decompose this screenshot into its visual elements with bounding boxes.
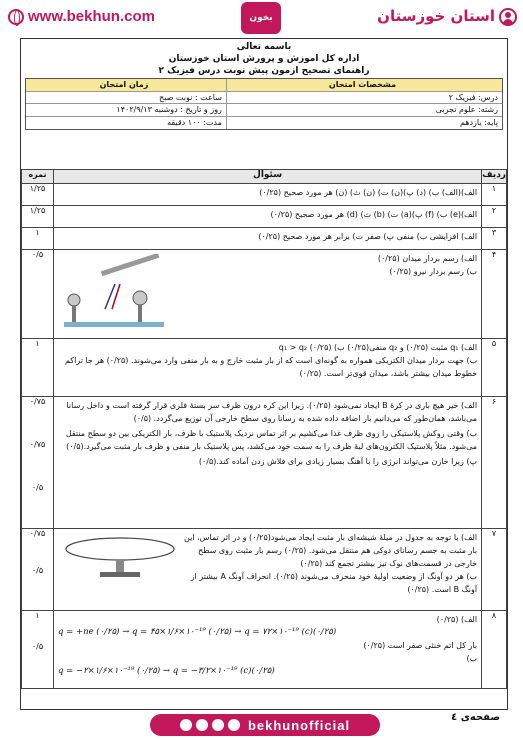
row-score: ۱ — [22, 339, 54, 397]
table-row — [22, 184, 507, 206]
sphere-a — [68, 294, 80, 306]
row-score: ۱ — [22, 228, 54, 250]
row-score: ۱/۲۵ — [22, 184, 54, 206]
youtube-icon[interactable] — [196, 719, 208, 731]
table-row — [22, 206, 507, 228]
table-row — [22, 339, 507, 397]
answer-cell — [54, 611, 482, 689]
info-time: ساعت : نوبت صبح — [159, 92, 222, 102]
row-score: ۰/۵ — [22, 250, 54, 339]
site-url-text[interactable]: www.bekhun.com — [28, 8, 155, 25]
field-force-figure — [60, 254, 170, 334]
header-line-1: باسمه تعالی — [236, 42, 292, 52]
header-line-2: اداره کل اموزش و پرورش استان خوزستان — [168, 54, 360, 64]
answer-c: پ) زیرا خازن می‌تواند انرژی را با آهنگ بسیار زیادی برای فلاش زدن آماده کند.(۰/۵) — [198, 457, 478, 466]
answer-b: ب) جهت بردار میدان الکتریکی همواره به گونه‌ای است که از بار مثبت خارج و به بار منفی وارد می‌شوند. (۰/۲۵) هر جا تراکم خطوط میدان بیشتر باشد، میدان قوی‌تر است. (۰/۲۵) — [64, 356, 478, 378]
table-row — [22, 250, 507, 339]
answer-a: الف) خیر هیچ باری در کرهٔ B ایجاد نمی‌شود (۰/۲۵). زیرا این کره درون ظرف سر بستهٔ فلزی قرار گرفته است و داخل رسانا می‌باشد، همان‌طور که می‌دانیم بار اضافه داده شده به رسانا روی سطح خارجی آن توزیع می‌گردد. (۰/۵) — [66, 401, 478, 423]
site-url[interactable] — [8, 8, 155, 25]
row-score: ۰/۵ — [31, 566, 44, 575]
table-header-row — [22, 170, 507, 184]
telegram-icon[interactable] — [212, 719, 224, 731]
answer-a: الف) رسم بردار میدان (۰/۲۵) — [377, 254, 478, 263]
stand-a — [72, 306, 76, 324]
top-banner — [0, 0, 523, 34]
row-num: ۵ — [482, 339, 507, 397]
row-score-cell — [22, 529, 54, 611]
conductor-stand — [116, 560, 124, 572]
aparat-icon[interactable] — [228, 719, 240, 731]
row-num: ۶ — [482, 397, 507, 529]
row-score-cell — [22, 397, 54, 529]
col-question-header: سئوال — [54, 170, 482, 184]
answer-cell — [54, 397, 482, 529]
base-plate — [64, 322, 164, 327]
answer-a: الف) با توجه به جدول در میلهٔ شیشه‌ای بار مثبت ایجاد می‌شود(۰/۲۵) و در اثر تماس، این بار مثبت به جسم رسانای دوکی هم منتقل می‌شود. (۰/۲۵) رسم بار مثبت روی سطح خارجی در قسمت‌های نوک تیز بیشتر تجمع کند (۰/۲۵) — [184, 533, 478, 568]
exam-info-table — [25, 78, 503, 130]
info-grade: پایه: یازدهم — [226, 117, 502, 130]
conductor-figure — [60, 533, 180, 581]
page-number-text: صفحه‌ی ٤ — [451, 712, 500, 723]
row-num: ۴ — [482, 250, 507, 339]
table-row — [22, 397, 507, 529]
row-score: ۰/۷۵ — [29, 440, 46, 449]
answer-cell — [54, 250, 482, 339]
equation-2: q = −۲×۱/۶×۱۰⁻¹⁹ (۰/۲۵) → q = −۳/۲×۱۰⁻¹⁹ (c)(۰/۲۵) — [58, 666, 275, 676]
header-line-3: راهنمای تصحیح ازمون پیش نوبت درس فیزیک ۲ — [158, 66, 370, 76]
col-num-header: ردیف — [482, 170, 507, 184]
col-score-header: نمره — [22, 170, 54, 184]
info-major: رشته: علوم تجربی — [226, 104, 502, 116]
sphere-b — [133, 291, 147, 305]
row-score: ۰/۵ — [31, 483, 44, 492]
info-header-2: زمان امتحان — [99, 80, 149, 89]
row-num: ۱ — [482, 184, 507, 206]
site-logo: بخون — [241, 2, 281, 34]
answer-sheet — [20, 38, 508, 710]
answer-b: ب) هر دو آونگ از وضعیت اولیهٔ خود منحرف می‌شوند (۰/۲۵). انحراف آونگ A بیشتر از آونگ B است. (۰/۲۵) — [190, 572, 478, 594]
info-date: روز و تاریخ : دوشنبه ۱۴۰۲/۹/۱۳ — [116, 105, 222, 114]
sheet-header — [21, 39, 507, 77]
row-score-cell — [22, 611, 54, 689]
row-num: ۷ — [482, 529, 507, 611]
equation-1: q = +ne (۰/۲۵) → q = ۴۵×۱/۶×۱۰⁻¹⁹ (۰/۲۵) → q = ۷۲×۱۰⁻¹⁹ (c)(۰/۲۵) — [58, 627, 337, 637]
answer-a-label: الف) (۰/۲۵) — [436, 615, 478, 624]
answer-cell — [54, 529, 482, 611]
questions-table — [21, 169, 507, 689]
answer-text: الف) افزایشی ب) منفی پ) صفر ت) برابر هر مورد صحیح (۰/۲۵) — [54, 228, 482, 250]
answer-b-label: ب) — [466, 654, 478, 663]
user-icon — [499, 8, 517, 26]
row-num: ۳ — [482, 228, 507, 250]
answer-b-text: بار کل اتم خنثی صفر است (۰/۲۵) — [363, 641, 478, 650]
row-score: ۰/۵ — [31, 642, 44, 651]
table-row — [22, 228, 507, 250]
field-diagram — [60, 254, 170, 334]
answer-b: ب) وقتی روکش پلاستیکی را روی ظرف غذا می‌کشیم بر اثر تماس نزدیک پلاستیک با ظرف، بار الکتریکی بین دو سطح منتقل می‌شود. مثلاً پلاستیک الکترون‌های لبهٔ ظرف را به سمت خود می‌کشد، پس پلاستیک بار منفی و ظرف بار مثبت می‌گیرد.(۰/۵) — [65, 429, 478, 451]
info-header-1: مشخصات امتحان — [226, 79, 502, 91]
stand-b — [138, 305, 142, 324]
spindle-conductor — [66, 538, 174, 560]
social-handle[interactable]: bekhunofficial — [247, 717, 351, 733]
answer-text: الف)(e) ب) (f) پ)(a) ت) (b) ث) (d) هر مورد صحیح (۰/۲۵) — [54, 206, 482, 228]
row-score: ۱/۲۵ — [22, 206, 54, 228]
row-score: ۰/۷۵ — [29, 397, 46, 406]
table-row — [22, 611, 507, 689]
instagram-icon[interactable] — [180, 719, 192, 731]
answer-a: الف) q₁ مثبت (۰/۲۵) و q₂ منفی(۰/۲۵) ب) q₁ > q₂ (۰/۲۵) — [278, 343, 478, 352]
social-bar[interactable] — [150, 714, 380, 736]
info-duration: مدت: ۱۰۰ دقیقه — [167, 117, 222, 127]
globe-icon — [8, 9, 24, 25]
conductor-base — [100, 572, 140, 577]
row-num: ۸ — [482, 611, 507, 689]
answer-text: الف)(الف) ب) (د) پ)(ن) ت) (ن) ث) (ن) هر مورد صحیح (۰/۲۵) — [54, 184, 482, 206]
info-subject: درس: فیزیک ۲ — [226, 92, 502, 104]
province-title: استان خوزستان — [377, 7, 495, 25]
row-num: ۲ — [482, 206, 507, 228]
table-row — [22, 529, 507, 611]
row-score: ۱ — [35, 611, 40, 620]
answer-b: ب) رسم بردار نیرو (۰/۲۵) — [389, 267, 478, 276]
conductor-diagram — [60, 533, 180, 581]
row-score: ۰/۷۵ — [29, 529, 46, 538]
answer-cell — [54, 339, 482, 397]
charged-rod — [101, 254, 160, 276]
